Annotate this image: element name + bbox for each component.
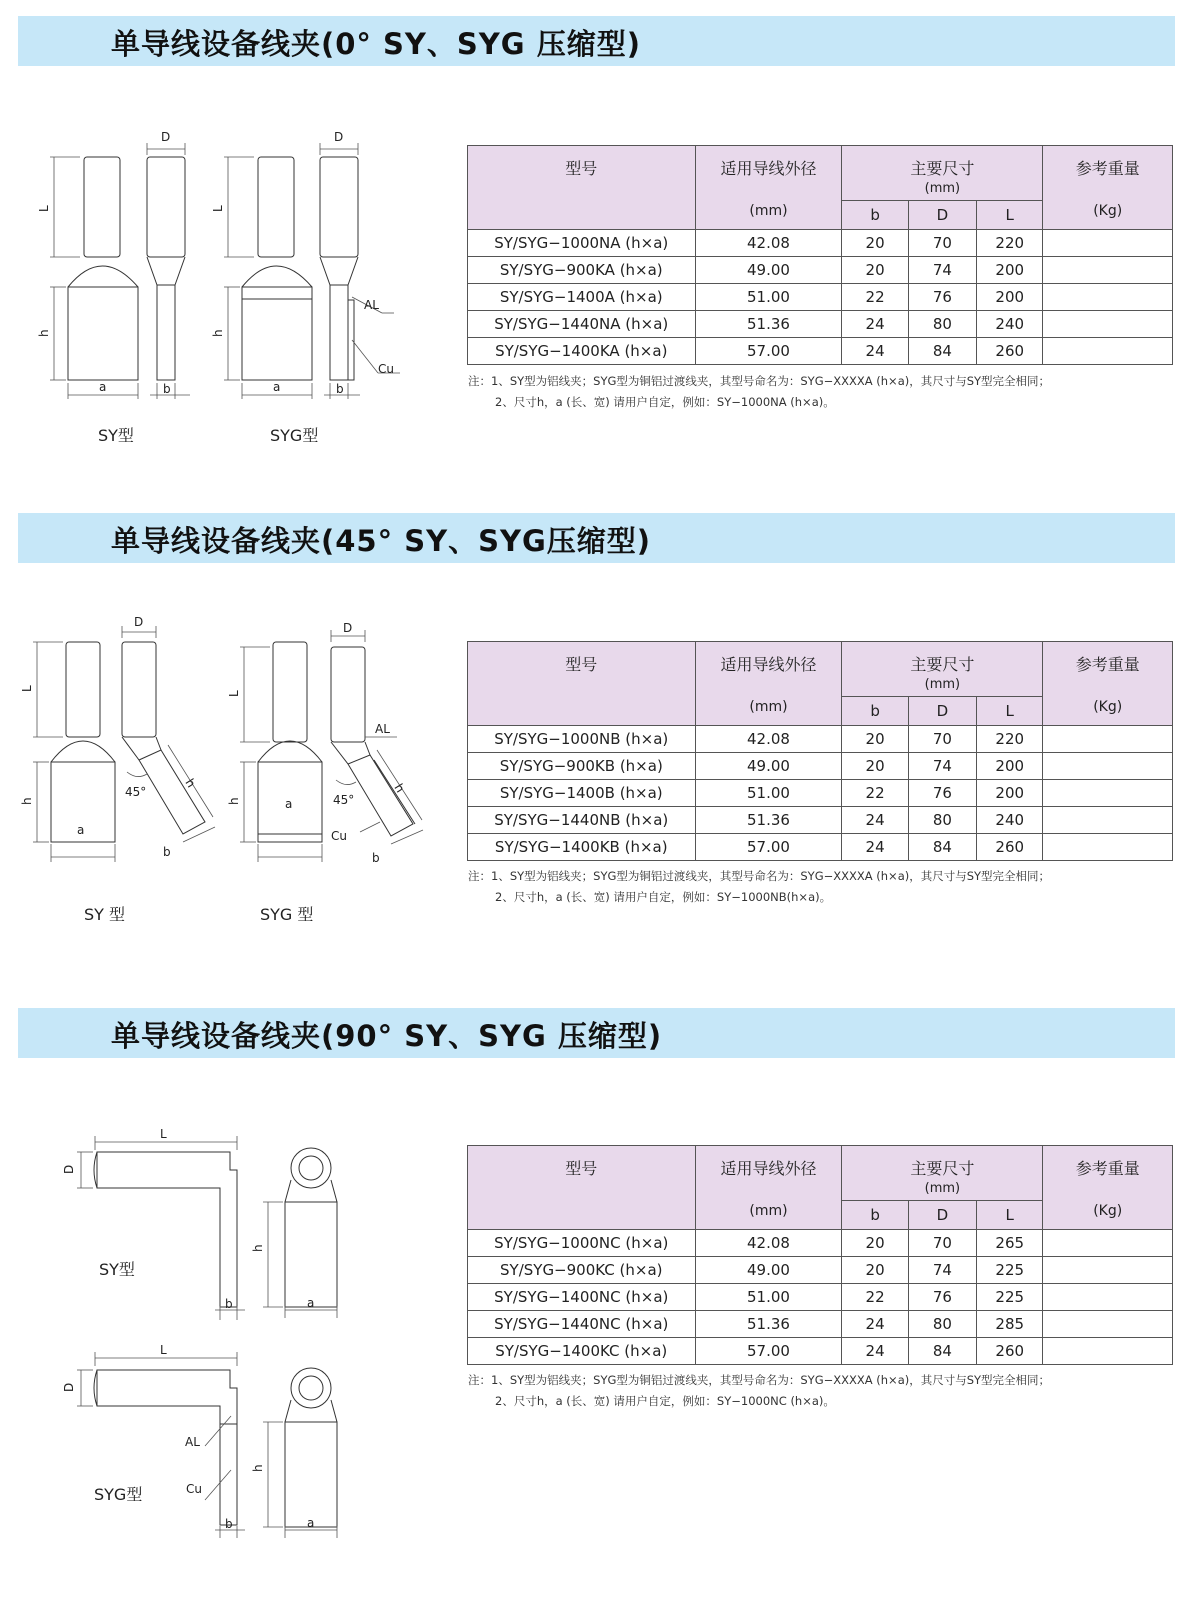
dim-D-label: D — [161, 130, 171, 144]
col-od-header: 适用导线外径 (mm) — [695, 1146, 842, 1230]
col-weight-header: 参考重量 (Kg) — [1043, 1146, 1173, 1230]
table-row: SY/SYG−900KA (h×a) 49.00 20 74 200 — [468, 257, 1173, 284]
col-model-header: 型号 — [468, 1146, 696, 1230]
note-2: 2、尺寸h，a (长、宽) 请用户自定，例如：SY−1000NC (h×a)。 — [495, 1394, 835, 1408]
section-3-spec-table — [467, 1145, 1173, 1365]
section-2-title-band — [18, 513, 1175, 563]
dim-a-label: a — [77, 823, 85, 837]
material-al-label: AL — [185, 1435, 200, 1449]
col-dims-header: 主要尺寸 (mm) — [842, 642, 1043, 697]
dim-L-label: L — [227, 690, 241, 697]
section-3-title: 单导线设备线夹(90° SY、SYG 压缩型) — [111, 1019, 663, 1053]
col-b-header: b — [842, 697, 908, 726]
table-row: SY/SYG−1400KA (h×a) 57.00 24 84 260 — [468, 338, 1173, 365]
col-od-header: 适用导线外径 (mm) — [695, 146, 842, 230]
col-weight-header: 参考重量 (Kg) — [1043, 642, 1173, 726]
section-2-diagram — [15, 612, 445, 932]
section-2-spec-table — [467, 641, 1173, 861]
dim-b-label: b — [336, 382, 344, 396]
material-cu-label: Cu — [331, 829, 347, 843]
table-row: SY/SYG−1000NB (h×a) 42.08 20 70 220 — [468, 726, 1173, 753]
table-row: SY/SYG−1400NC (h×a) 51.00 22 76 225 — [468, 1284, 1173, 1311]
dim-D-label: D — [134, 615, 144, 629]
col-dims-header: 主要尺寸 (mm) — [842, 146, 1043, 201]
col-dims-header: 主要尺寸 (mm) — [842, 1146, 1043, 1201]
dim-L-label: L — [211, 205, 225, 212]
dim-h-label: h — [227, 797, 241, 805]
table-row: SY/SYG−1000NA (h×a) 42.08 20 70 220 — [468, 230, 1173, 257]
material-al-label: AL — [364, 298, 379, 312]
dim-L-label: L — [37, 205, 51, 212]
col-L-header: L — [977, 697, 1043, 726]
dim-D-label: D — [62, 1164, 76, 1174]
table-row: SY/SYG−1400A (h×a) 51.00 22 76 200 — [468, 284, 1173, 311]
table-row: SY/SYG−1440NB (h×a) 51.36 24 80 240 — [468, 807, 1173, 834]
section-1-spec-table — [467, 145, 1173, 365]
dim-h-label: h — [251, 1244, 265, 1252]
note-1: 注：1、SY型为铝线夹；SYG型为铜铝过渡线夹，其型号命名为：SYG−XXXXA (h×a)，其尺寸与SY型完全相同； — [468, 869, 1051, 883]
dim-b-label: b — [163, 845, 171, 859]
material-cu-label: Cu — [378, 362, 394, 376]
section-1-title: 单导线设备线夹(0° SY、SYG 压缩型) — [111, 27, 641, 61]
col-od-header: 适用导线外径 (mm) — [695, 642, 842, 726]
section-1-notes — [468, 371, 1050, 413]
section-1-title-band — [18, 16, 1175, 66]
section-2-notes — [468, 866, 1050, 908]
dim-a-label: a — [307, 1516, 315, 1530]
dim-a-label: a — [307, 1296, 315, 1310]
dim-D-label: D — [334, 130, 344, 144]
table-row: SY/SYG−1400KC (h×a) 57.00 24 84 260 — [468, 1338, 1173, 1365]
note-2: 2、尺寸h，a (长、宽) 请用户自定，例如：SY−1000NA (h×a)。 — [495, 395, 835, 409]
angle-label: 45° — [125, 785, 147, 799]
table-row: SY/SYG−1440NC (h×a) 51.36 24 80 285 — [468, 1311, 1173, 1338]
sy-type-label: SY 型 — [84, 905, 126, 924]
dim-h-label: h — [20, 797, 34, 805]
dim-h-label: h — [37, 329, 51, 337]
dim-b-label: b — [163, 382, 171, 396]
dim-h-label: h — [182, 776, 199, 791]
table-row: SY/SYG−900KB (h×a) 49.00 20 74 200 — [468, 753, 1173, 780]
table-row: SY/SYG−1440NA (h×a) 51.36 24 80 240 — [468, 311, 1173, 338]
dim-a-label: a — [99, 380, 107, 394]
dim-h-label: h — [251, 1464, 265, 1472]
col-b-header: b — [842, 1201, 908, 1230]
col-b-header: b — [842, 201, 908, 230]
dim-a-label: a — [273, 380, 281, 394]
table-row: SY/SYG−1000NC (h×a) 42.08 20 70 265 — [468, 1230, 1173, 1257]
syg-type-label: SYG型 — [94, 1485, 143, 1504]
col-L-header: L — [977, 1201, 1043, 1230]
dim-L-label: L — [160, 1343, 167, 1357]
col-D-header: D — [908, 1201, 976, 1230]
col-model-header: 型号 — [468, 146, 696, 230]
dim-h-label: h — [211, 329, 225, 337]
table-row: SY/SYG−1400KB (h×a) 57.00 24 84 260 — [468, 834, 1173, 861]
dim-L-label: L — [20, 685, 34, 692]
dim-L-label: L — [160, 1127, 167, 1141]
dim-a-label: a — [285, 797, 293, 811]
note-2: 2、尺寸h，a (长、宽) 请用户自定，例如：SY−1000NB(h×a)。 — [495, 890, 832, 904]
col-D-header: D — [908, 697, 976, 726]
section-1-diagram — [30, 125, 420, 455]
dim-b-label: b — [372, 851, 380, 865]
note-1: 注：1、SY型为铝线夹；SYG型为铜铝过渡线夹，其型号命名为：SYG−XXXXA (h×a)，其尺寸与SY型完全相同； — [468, 1373, 1051, 1387]
section-3-notes — [468, 1370, 1050, 1412]
dim-b-label: b — [225, 1297, 233, 1311]
col-weight-header: 参考重量 (Kg) — [1043, 146, 1173, 230]
section-2-title: 单导线设备线夹(45° SY、SYG压缩型) — [111, 524, 652, 558]
material-al-label: AL — [375, 722, 390, 736]
col-L-header: L — [977, 201, 1043, 230]
table-row: SY/SYG−900KC (h×a) 49.00 20 74 225 — [468, 1257, 1173, 1284]
syg-type-label: SYG型 — [270, 426, 319, 445]
col-D-header: D — [908, 201, 976, 230]
note-1: 注：1、SY型为铝线夹；SYG型为铜铝过渡线夹，其型号命名为：SYG−XXXXA (h×a)，其尺寸与SY型完全相同； — [468, 374, 1051, 388]
syg-type-label: SYG 型 — [260, 905, 314, 924]
sy-type-label: SY型 — [98, 426, 134, 445]
table-row: SY/SYG−1400B (h×a) 51.00 22 76 200 — [468, 780, 1173, 807]
dim-h-label: h — [391, 781, 408, 796]
sy-type-label: SY型 — [99, 1260, 135, 1279]
dim-D-label: D — [62, 1382, 76, 1392]
angle-label: 45° — [333, 793, 355, 807]
material-cu-label: Cu — [186, 1482, 202, 1496]
dim-b-label: b — [225, 1517, 233, 1531]
section-3-title-band — [18, 1008, 1175, 1058]
dim-D-label: D — [343, 621, 353, 635]
col-model-header: 型号 — [468, 642, 696, 726]
